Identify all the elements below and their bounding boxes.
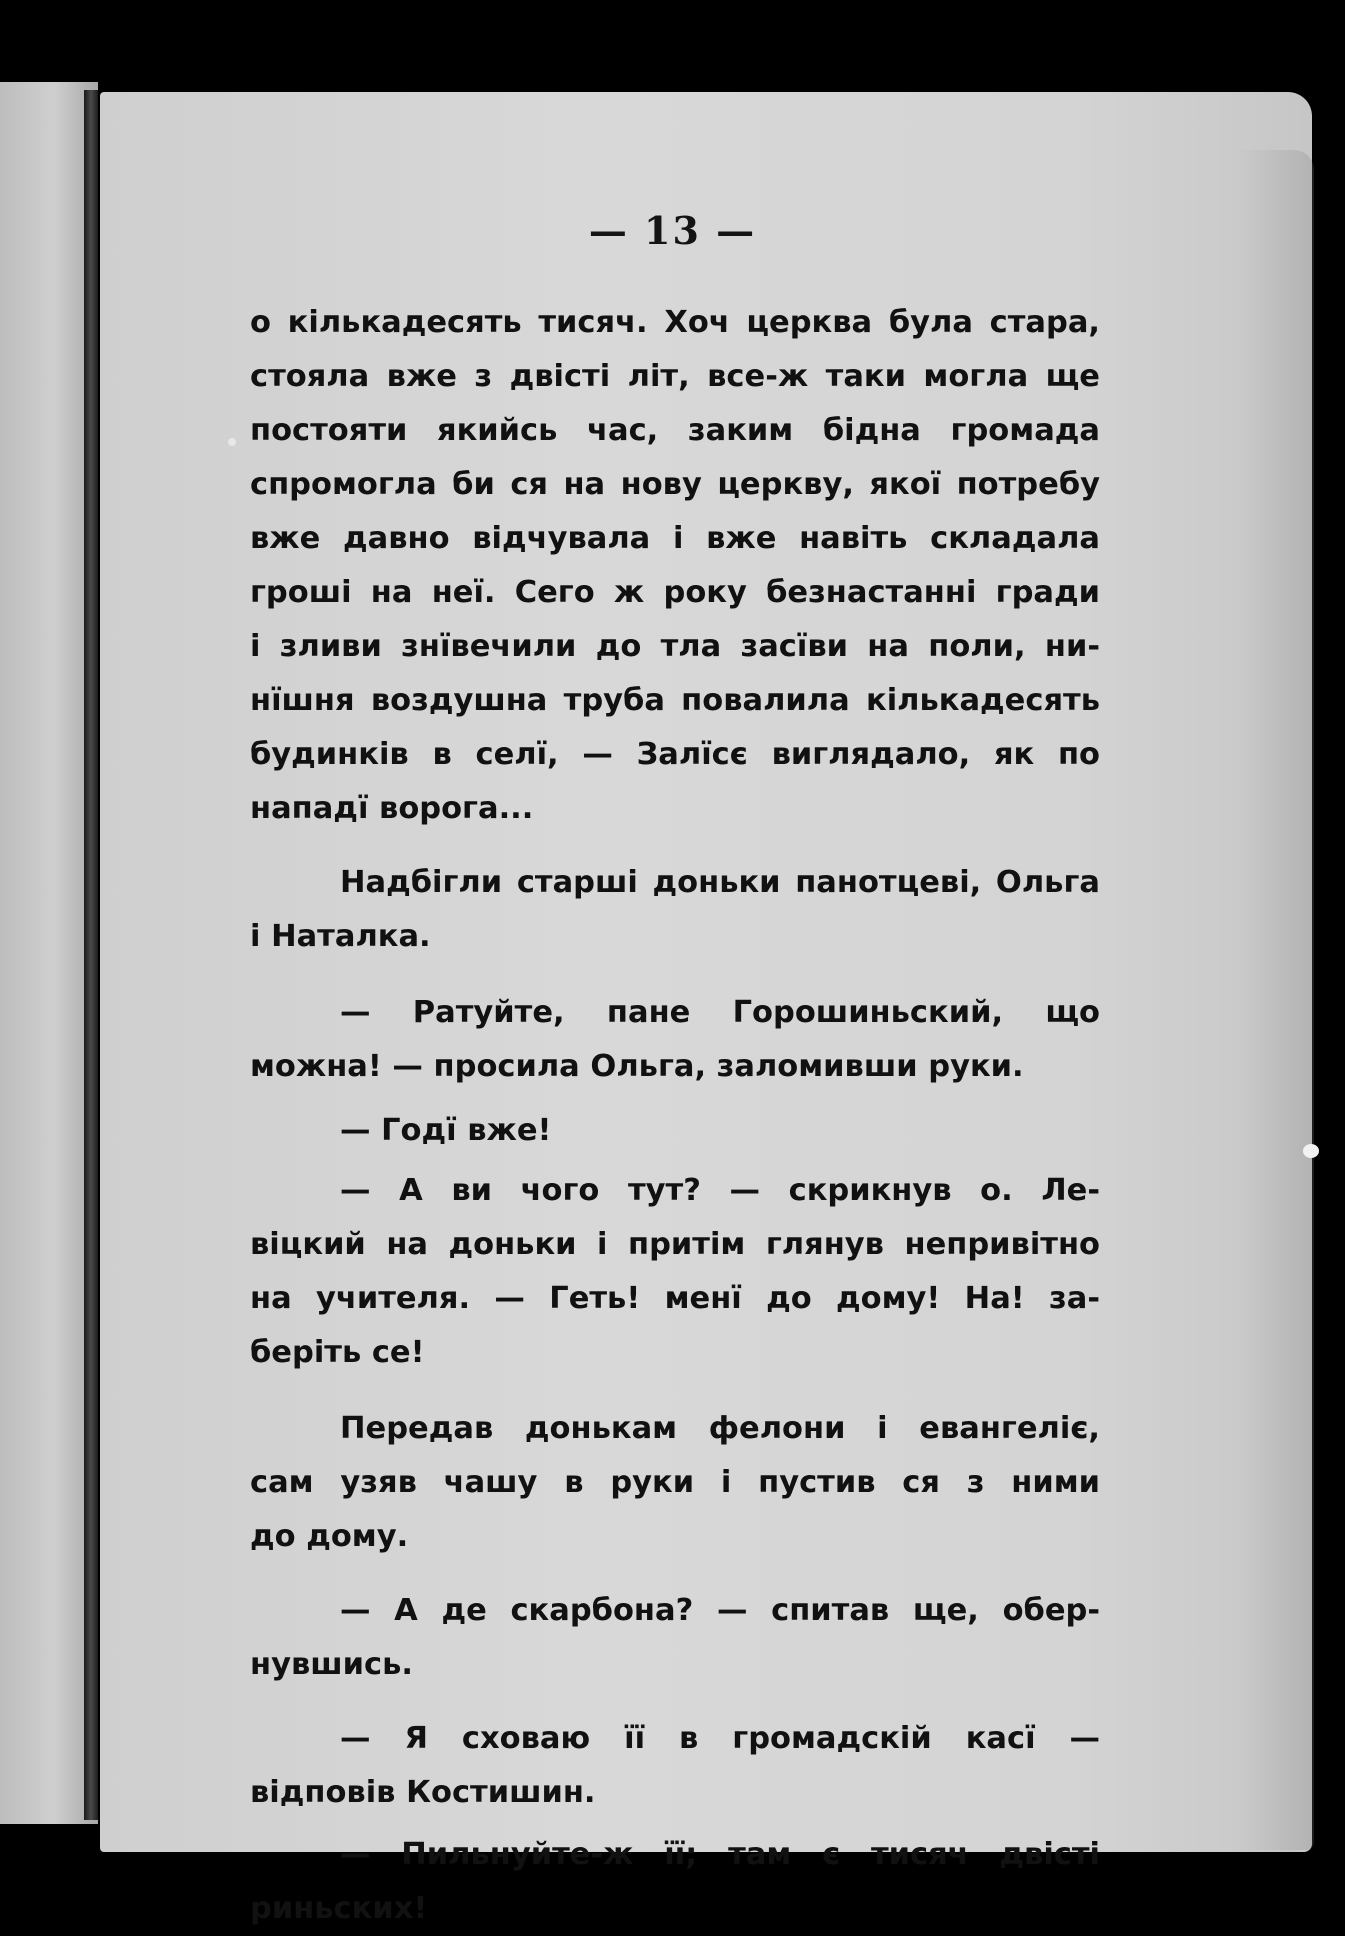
text-line: нувшись. bbox=[250, 1647, 413, 1682]
text-line: — Я сховаю її в громадскій касї — bbox=[340, 1721, 1100, 1756]
text-line: на учителя. — Геть! менї до дому! На! за- bbox=[250, 1281, 1100, 1316]
paragraph bbox=[250, 1828, 1100, 1936]
text-line: риньских! bbox=[250, 1891, 428, 1926]
text-line: — Годї вже! bbox=[340, 1113, 552, 1148]
text-line: постояти якийсь час, заким бідна громада bbox=[250, 413, 1100, 448]
text-line: і зливи знївечили до тла засїви на поли, ни- bbox=[250, 629, 1100, 664]
paragraph bbox=[250, 1584, 1100, 1692]
paragraph bbox=[250, 1402, 1100, 1564]
text-line: Надбігли старші доньки панотцеві, Ольга bbox=[340, 865, 1100, 900]
text-line: — Ратуйте, пане Горошиньский, що bbox=[340, 995, 1100, 1030]
text-line: відповів Костишин. bbox=[250, 1775, 596, 1810]
paragraph bbox=[250, 1712, 1100, 1820]
paragraph bbox=[250, 856, 1100, 964]
paragraph bbox=[250, 296, 1100, 836]
scan-speck bbox=[228, 438, 236, 446]
text-line: беріть се! bbox=[250, 1335, 425, 1370]
text-line: — А де скарбона? — спитав ще, обер- bbox=[340, 1593, 1100, 1628]
text-line: — А ви чого тут? — скрикнув о. Ле- bbox=[340, 1173, 1100, 1208]
text-line: вже давно відчувала і вже навіть складала bbox=[250, 521, 1100, 556]
text-line: сам узяв чашу в руки і пустив ся з ними bbox=[250, 1465, 1100, 1500]
text-line: — Пильнуйте-ж її; там є тисяч двісті bbox=[340, 1837, 1100, 1872]
scan-speck bbox=[1303, 1144, 1319, 1158]
page-edge-shadow bbox=[1238, 150, 1314, 1850]
text-line: нїшня воздушна труба повалила кількадесять bbox=[250, 683, 1100, 718]
text-line: і Наталка. bbox=[250, 919, 431, 954]
page-number: — 13 — bbox=[588, 208, 757, 253]
book-gutter bbox=[84, 90, 98, 1820]
page-text bbox=[250, 296, 1100, 1936]
paragraph bbox=[250, 1104, 1100, 1158]
text-line: віцкий на доньки і притім глянув непривітно bbox=[250, 1227, 1100, 1262]
text-line: спромогла би ся на нову церкву, якої потребу bbox=[250, 467, 1100, 502]
text-line: гроші на неї. Сего ж року безнастанні гради bbox=[250, 575, 1100, 610]
text-line: Передав донькам фелони і евангеліє, bbox=[340, 1411, 1100, 1446]
text-line: нападї ворога... bbox=[250, 791, 534, 826]
text-line: до дому. bbox=[250, 1519, 409, 1554]
text-line: стояла вже з двісті літ, все-ж таки могла ще bbox=[250, 359, 1100, 394]
paragraph bbox=[250, 986, 1100, 1094]
text-line: будинків в селї, — Залїсє виглядало, як по bbox=[250, 737, 1100, 772]
text-line: о кількадесять тисяч. Хоч церква була стара, bbox=[250, 305, 1100, 340]
paragraph bbox=[250, 1164, 1100, 1380]
text-line: можна! — просила Ольга, заломивши руки. bbox=[250, 1049, 1024, 1084]
